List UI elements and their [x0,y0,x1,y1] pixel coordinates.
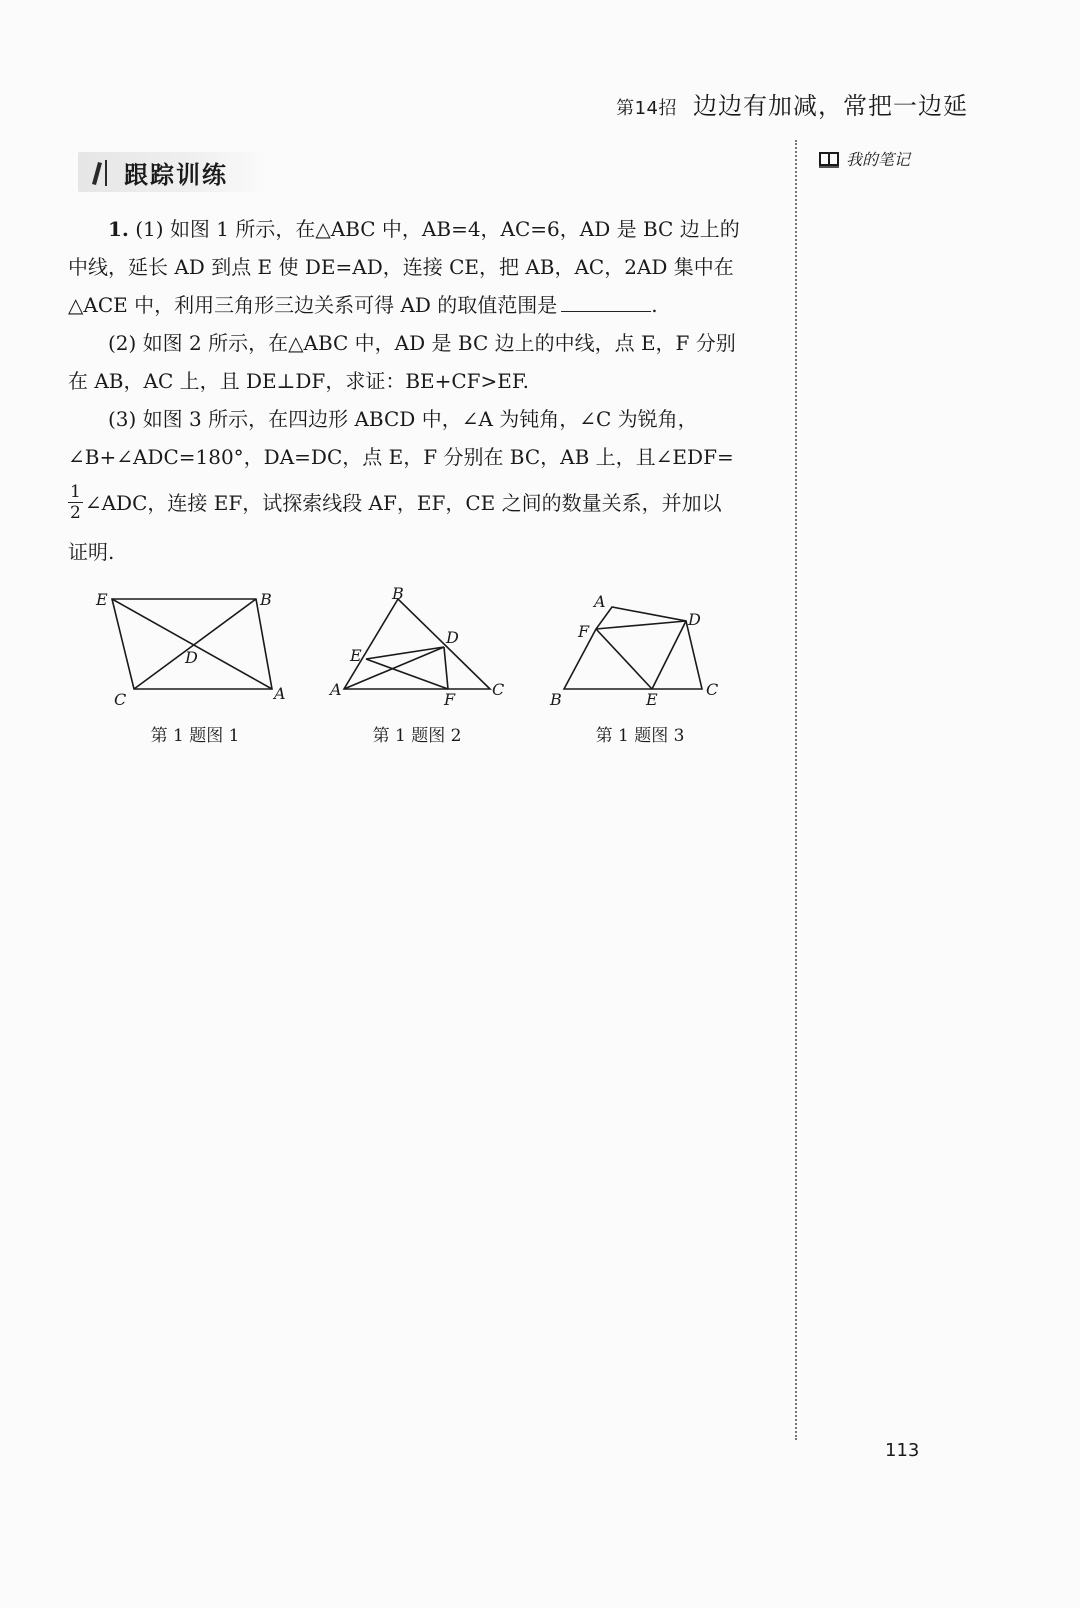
part-3-line-1: (3) 如图 3 所示，在四边形 ABCD 中，∠A 为钝角，∠C 为锐角， [108,407,698,431]
point-label-D: D [446,628,459,647]
notes-label: 我的笔记 [846,150,911,169]
figure-1-diagram [90,585,300,705]
section-heading [78,152,268,192]
chapter-title: 边边有加减，常把一边延 [693,92,968,120]
point-label-B: B [550,690,562,705]
part-3-line-4: 证明. [68,540,115,564]
fraction-numerator: 1 [70,482,81,502]
point-label-C: C [114,690,127,705]
part-1-line-3 [68,286,776,324]
point-label-B: B [260,590,272,609]
section-title: 跟踪训练 [124,160,228,189]
point-label-E: E [350,646,362,665]
notes-heading [818,147,910,170]
answer-blank [561,289,651,312]
figure-3-caption: 第 1 题图 3 [595,726,685,746]
point-label-B: B [392,585,404,603]
fraction-one-half [68,482,83,523]
pen-icon [84,154,120,190]
figures-row [90,585,750,775]
page-number: 113 [885,1440,920,1461]
figure-1 [90,585,300,746]
part-1-line-1 [68,210,776,248]
point-label-E: E [646,690,658,705]
figure-1-caption: 第 1 题图 1 [150,726,240,746]
point-label-F: F [578,622,590,641]
part-1-text-3: △ACE 中，利用三角形三边关系可得 AD 的取值范围是 [68,293,558,317]
notes-divider [795,140,797,1440]
part-2-line-2: 在 AB，AC 上，且 DE⊥DF，求证：BE+CF>EF. [68,369,530,393]
problem-1 [68,210,776,571]
open-book-icon [818,150,840,168]
page-header [616,86,968,121]
part-2-line-1: (2) 如图 2 所示，在△ABC 中，AD 是 BC 边上的中线，点 E，F 分别 [108,331,736,355]
problem-number: 1. [108,217,129,241]
figure-2-diagram [322,585,512,705]
chapter-number: 第14招 [616,98,677,119]
point-label-E: E [96,590,108,609]
point-label-D: D [185,648,198,667]
figure-2-caption: 第 1 题图 2 [372,726,462,746]
part-1-line-2: 中线，延长 AD 到点 E 使 DE=AD，连接 CE，把 AB，AC，2AD 集中在 [68,255,734,279]
fraction-denominator: 2 [70,503,81,523]
point-label-D: D [688,610,701,629]
part-1-end: . [651,293,658,317]
point-label-C: C [706,680,719,699]
figure-2 [322,585,512,746]
point-label-C: C [492,680,505,699]
point-label-A: A [594,592,606,611]
part-1-text-1: (1) 如图 1 所示，在△ABC 中，AB=4，AC=6，AD 是 BC 边上的 [135,217,740,241]
point-label-F: F [444,690,456,705]
figure-3-diagram [540,585,740,705]
part-3-line-2: ∠B+∠ADC=180°，DA=DC，点 E，F 分别在 BC，AB 上，且∠EDF= [68,445,734,469]
point-label-A: A [274,684,286,703]
point-label-A: A [330,680,342,699]
part-3-text-3: ∠ADC，连接 EF，试探索线段 AF，EF，CE 之间的数量关系，并加以 [84,490,722,515]
figure-3 [540,585,740,746]
part-3-line-3 [68,482,776,523]
